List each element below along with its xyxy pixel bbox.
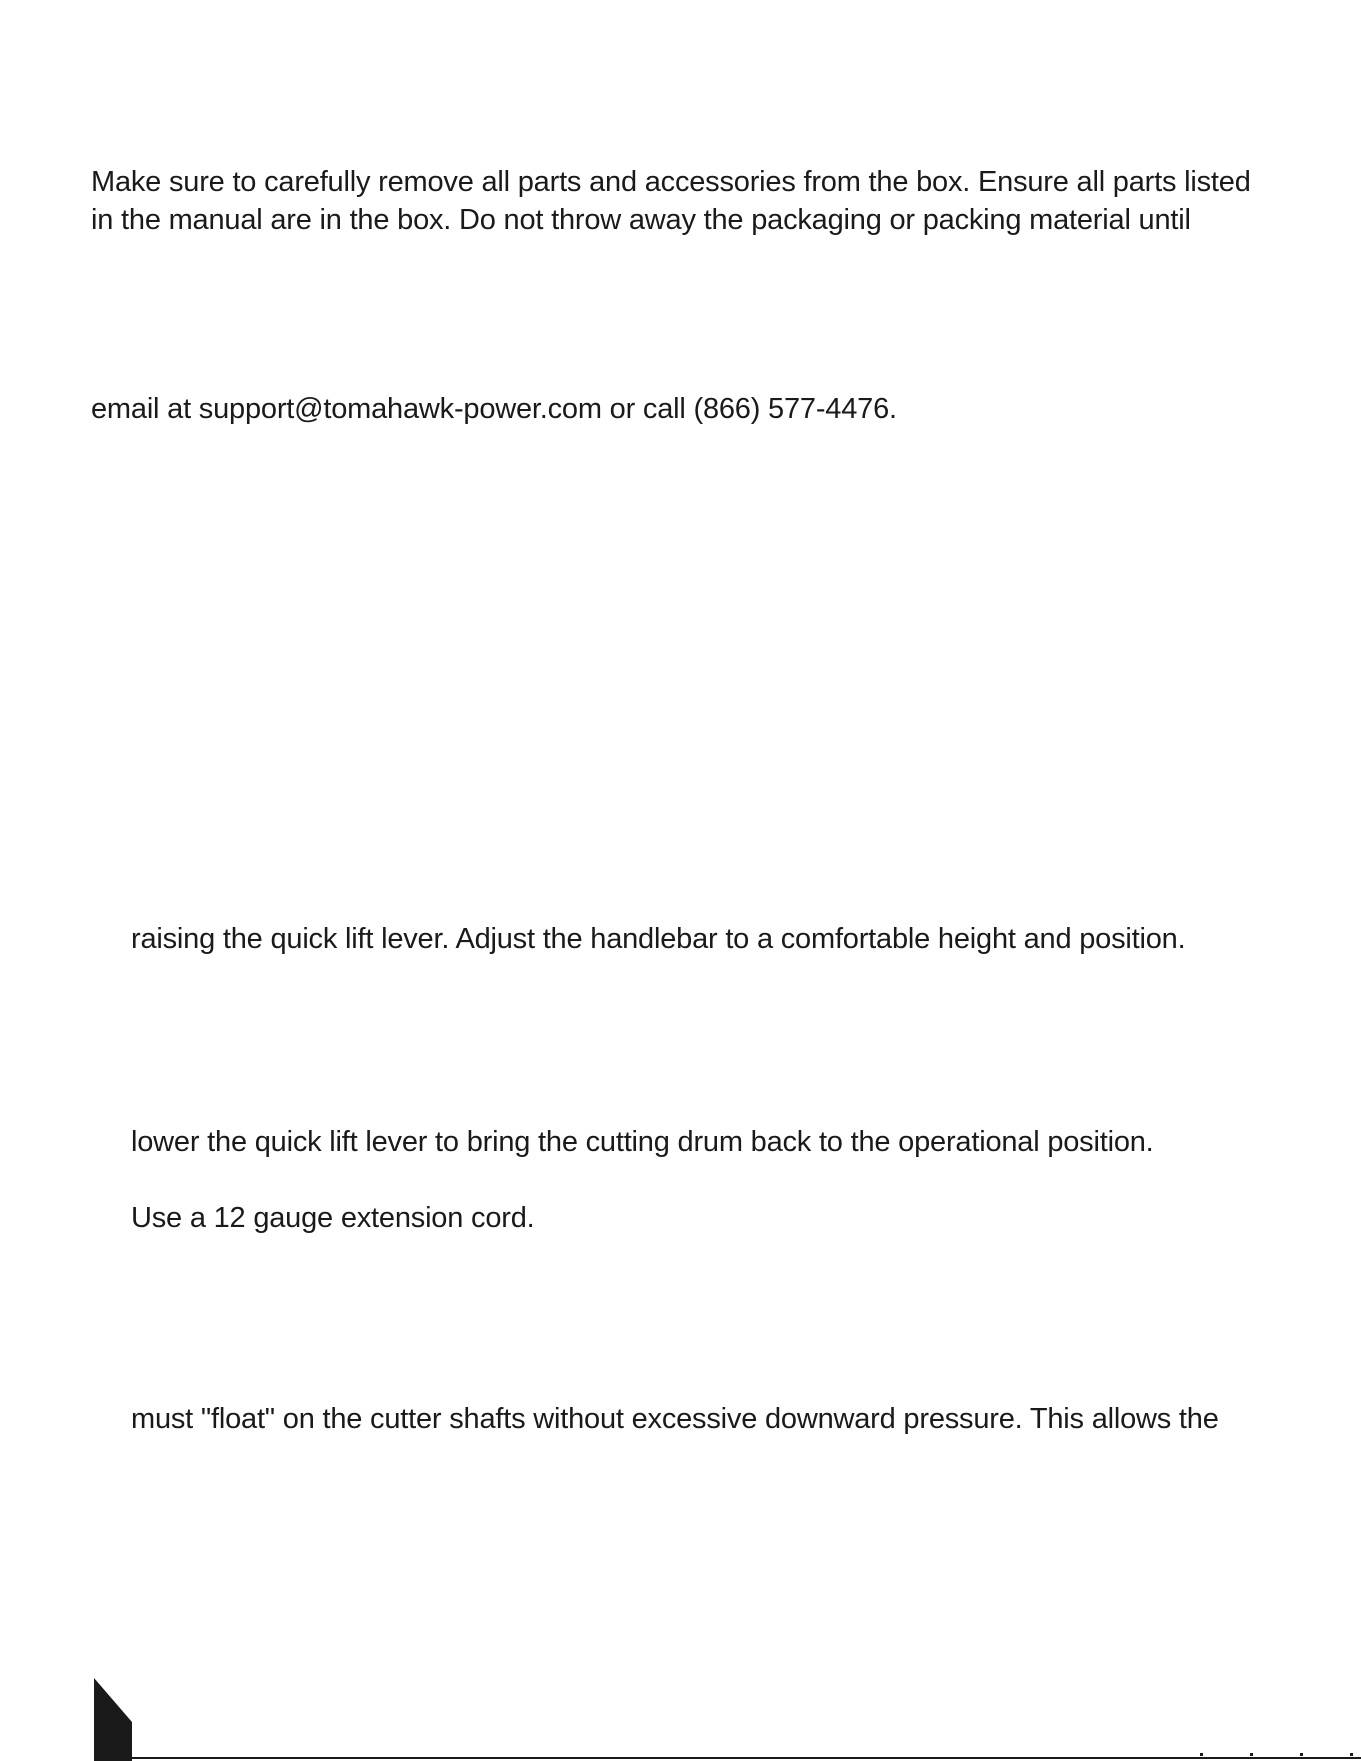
float-text: must "float" on the cutter shafts without excessive downward pressure. This allows the (131, 1403, 1219, 1435)
footer-marks-icon (1180, 1750, 1361, 1756)
unboxing-text-line-2: in the manual are in the box. Do not throw away the packaging or packing material until (91, 204, 1191, 236)
extension-cord-text: Use a 12 gauge extension cord. (131, 1202, 535, 1234)
support-contact-text: email at support@tomahawk-power.com or call (866) 577-4476. (91, 393, 897, 425)
handlebar-adjust-text: raising the quick lift lever. Adjust the handlebar to a comfortable height and position. (131, 923, 1186, 955)
unboxing-text-line-1: Make sure to carefully remove all parts and accessories from the box. Ensure all parts listed (91, 166, 1251, 198)
lower-lever-text: lower the quick lift lever to bring the cutting drum back to the operational position. (131, 1126, 1154, 1158)
footer-rule (94, 1757, 1361, 1759)
page-corner-tab-icon (94, 1678, 132, 1761)
